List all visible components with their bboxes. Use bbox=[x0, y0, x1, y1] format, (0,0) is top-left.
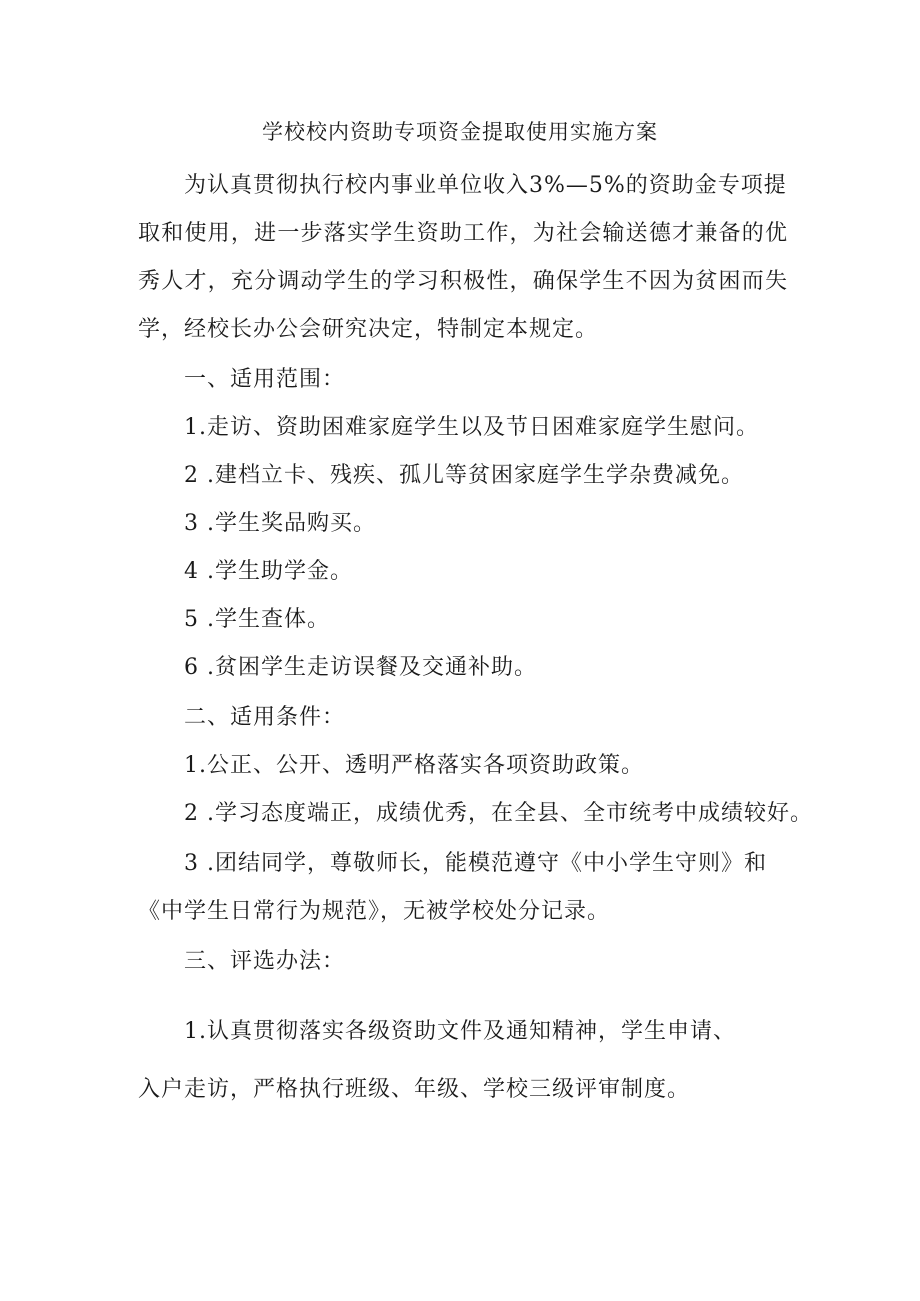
document-title: 学校校内资助专项资金提取使用实施方案 bbox=[262, 120, 658, 144]
section-2-item-3-cont: 《中学生日常行为规范》，无被学校处分记录。 bbox=[138, 899, 611, 924]
section-1-item-3: 3 .学生奖品购买。 bbox=[184, 511, 376, 536]
section-3-item-1-cont: 入户走访，严格执行班级、年级、学校三级评审制度。 bbox=[138, 1077, 691, 1102]
intro-line-1: 为认真贯彻执行校内事业单位收入3%—5%的资助金专项提 bbox=[184, 173, 787, 198]
section-1-item-1: 1.走访、资助困难家庭学生以及节日困难家庭学生慰问。 bbox=[184, 415, 759, 440]
section-2-heading: 二、适用条件： bbox=[184, 705, 346, 730]
section-1-item-2: 2 .建档立卡、残疾、孤儿等贫困家庭学生学杂费减免。 bbox=[184, 463, 744, 488]
section-3-heading: 三、评选办法： bbox=[184, 949, 346, 974]
section-2-item-2: 2 .学习态度端正，成绩优秀，在全县、全市统考中成绩较好。 bbox=[184, 801, 813, 826]
section-2-item-1: 1.公正、公开、透明严格落实各项资助政策。 bbox=[184, 753, 644, 778]
section-2-item-3: 3 .团结同学，尊敬师长，能模范遵守《中小学生守则》和 bbox=[184, 851, 767, 876]
section-3-item-1: 1.认真贯彻落实各级资助文件及通知精神，学生申请、 bbox=[184, 1019, 736, 1044]
intro-line-3: 秀人才，充分调动学生的学习积极性，确保学生不因为贫困而失 bbox=[138, 269, 788, 294]
section-1-item-6: 6 .贫困学生走访误餐及交通补助。 bbox=[184, 655, 537, 680]
section-1-item-4: 4 .学生助学金。 bbox=[184, 559, 353, 584]
intro-line-4: 学，经校长办公会研究决定，特制定本规定。 bbox=[138, 317, 599, 342]
section-1-item-5: 5 .学生查体。 bbox=[184, 607, 330, 632]
intro-line-2: 取和使用，进一步落实学生资助工作，为社会输送德才兼备的优 bbox=[138, 221, 788, 246]
section-1-heading: 一、适用范围： bbox=[184, 367, 346, 392]
